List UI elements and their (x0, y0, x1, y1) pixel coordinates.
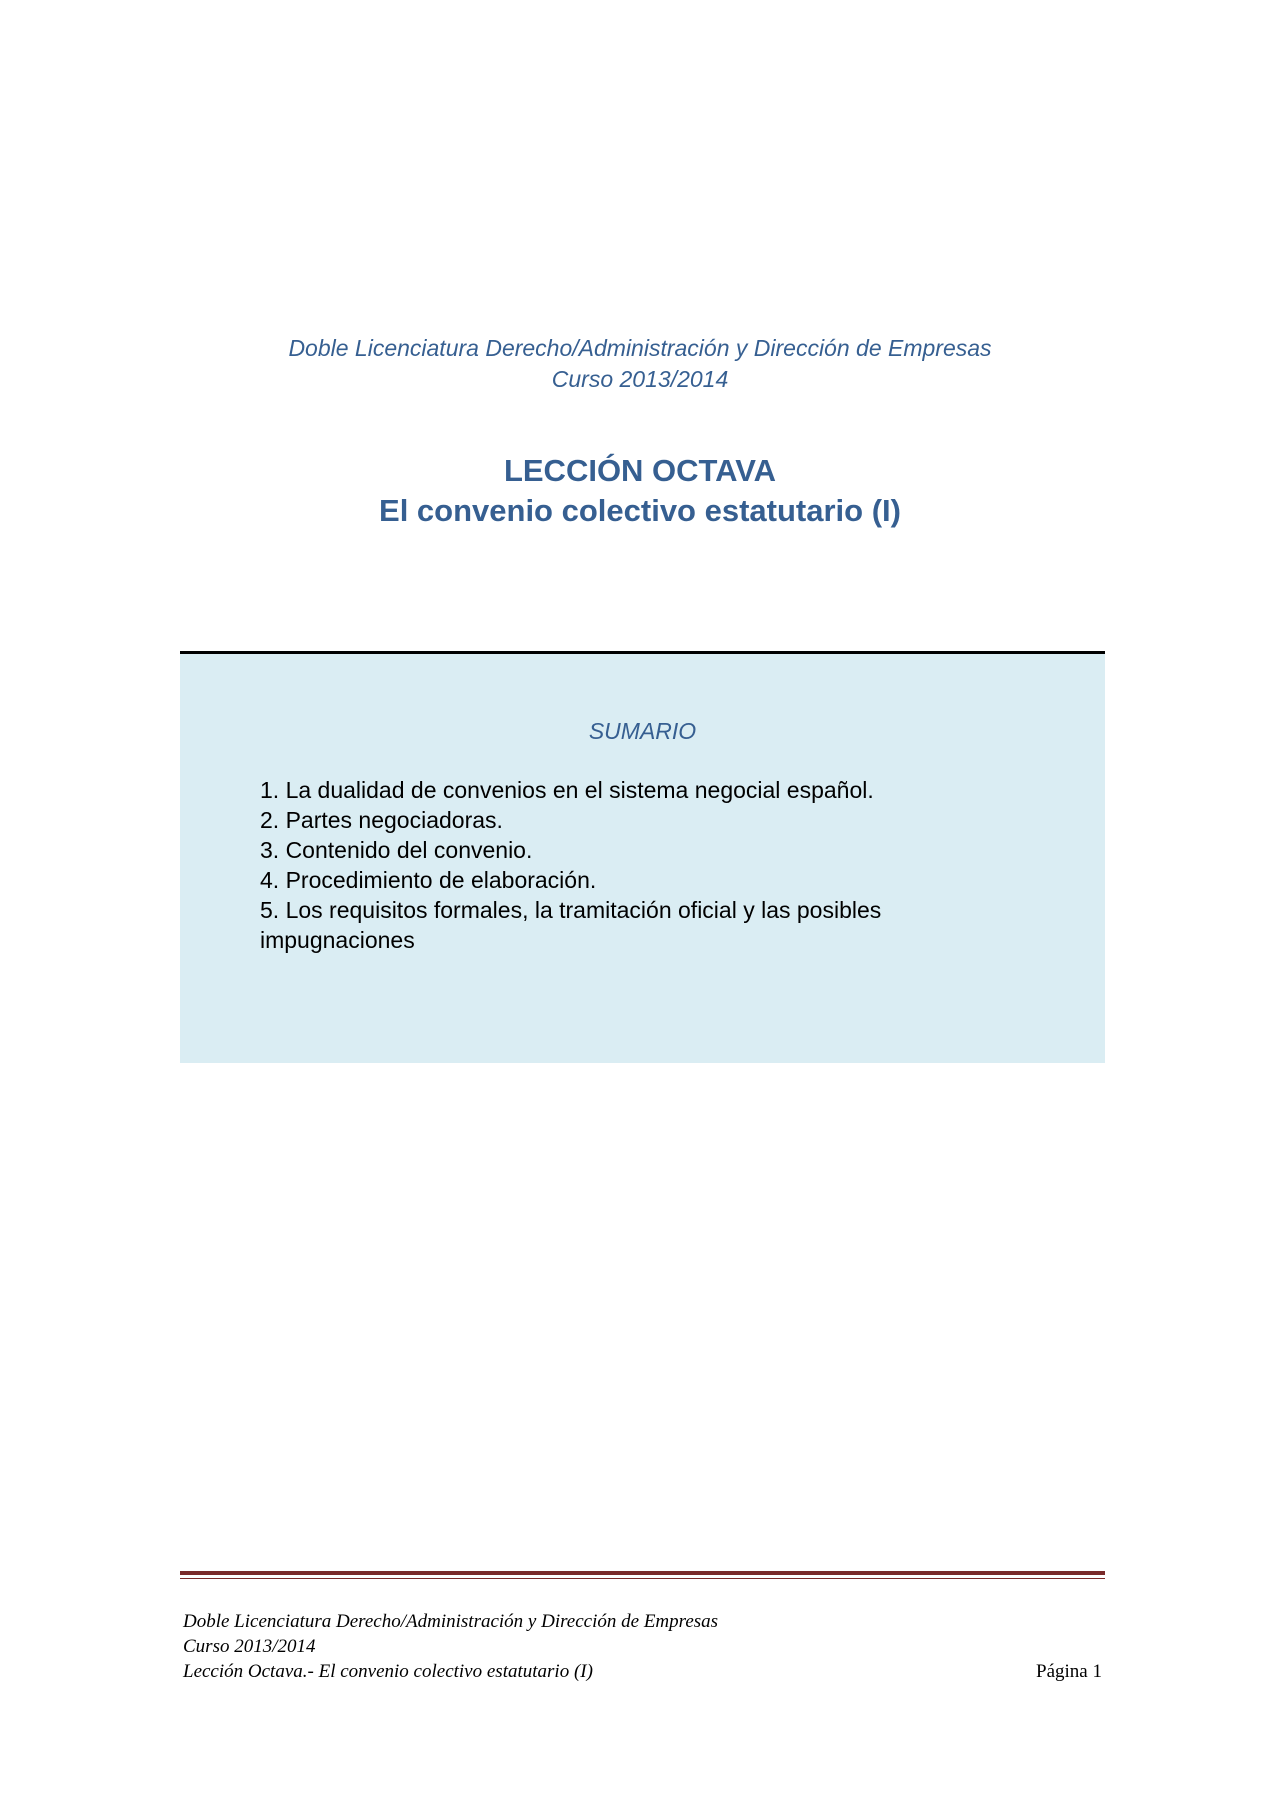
summary-box (180, 651, 1105, 1063)
footer-divider-thin (180, 1578, 1105, 1579)
footer-degree: Doble Licenciatura Derecho/Administración y Dirección de Empresas (183, 1611, 719, 1632)
lesson-title: LECCIÓN OCTAVA (503, 453, 777, 488)
footer-divider (180, 1571, 1105, 1575)
summary-item-3: 3. Contenido del convenio. (260, 837, 533, 863)
summary-item-5: 5. Los requisitos formales, la tramitación oficial y las posibles impugnaciones (260, 897, 882, 953)
summary-heading: SUMARIO (588, 718, 697, 744)
footer-lesson: Lección Octava.- El convenio colectivo estatutario (I) (183, 1661, 593, 1682)
summary-item-2: 2. Partes negociadoras. (260, 807, 503, 833)
summary-list (260, 775, 1000, 955)
summary-item-1: 1. La dualidad de convenios en el sistema negocial español. (260, 777, 874, 803)
summary-item-4: 4. Procedimiento de elaboración. (260, 867, 597, 893)
degree-subtitle: Doble Licenciatura Derecho/Administración y Dirección de Empresas (288, 335, 992, 361)
footer-course: Curso 2013/2014 (183, 1636, 316, 1657)
course-subtitle: Curso 2013/2014 (551, 366, 729, 392)
page-number: Página 1 (1036, 1661, 1102, 1682)
lesson-topic: El convenio colectivo estatutario (I) (379, 493, 901, 528)
